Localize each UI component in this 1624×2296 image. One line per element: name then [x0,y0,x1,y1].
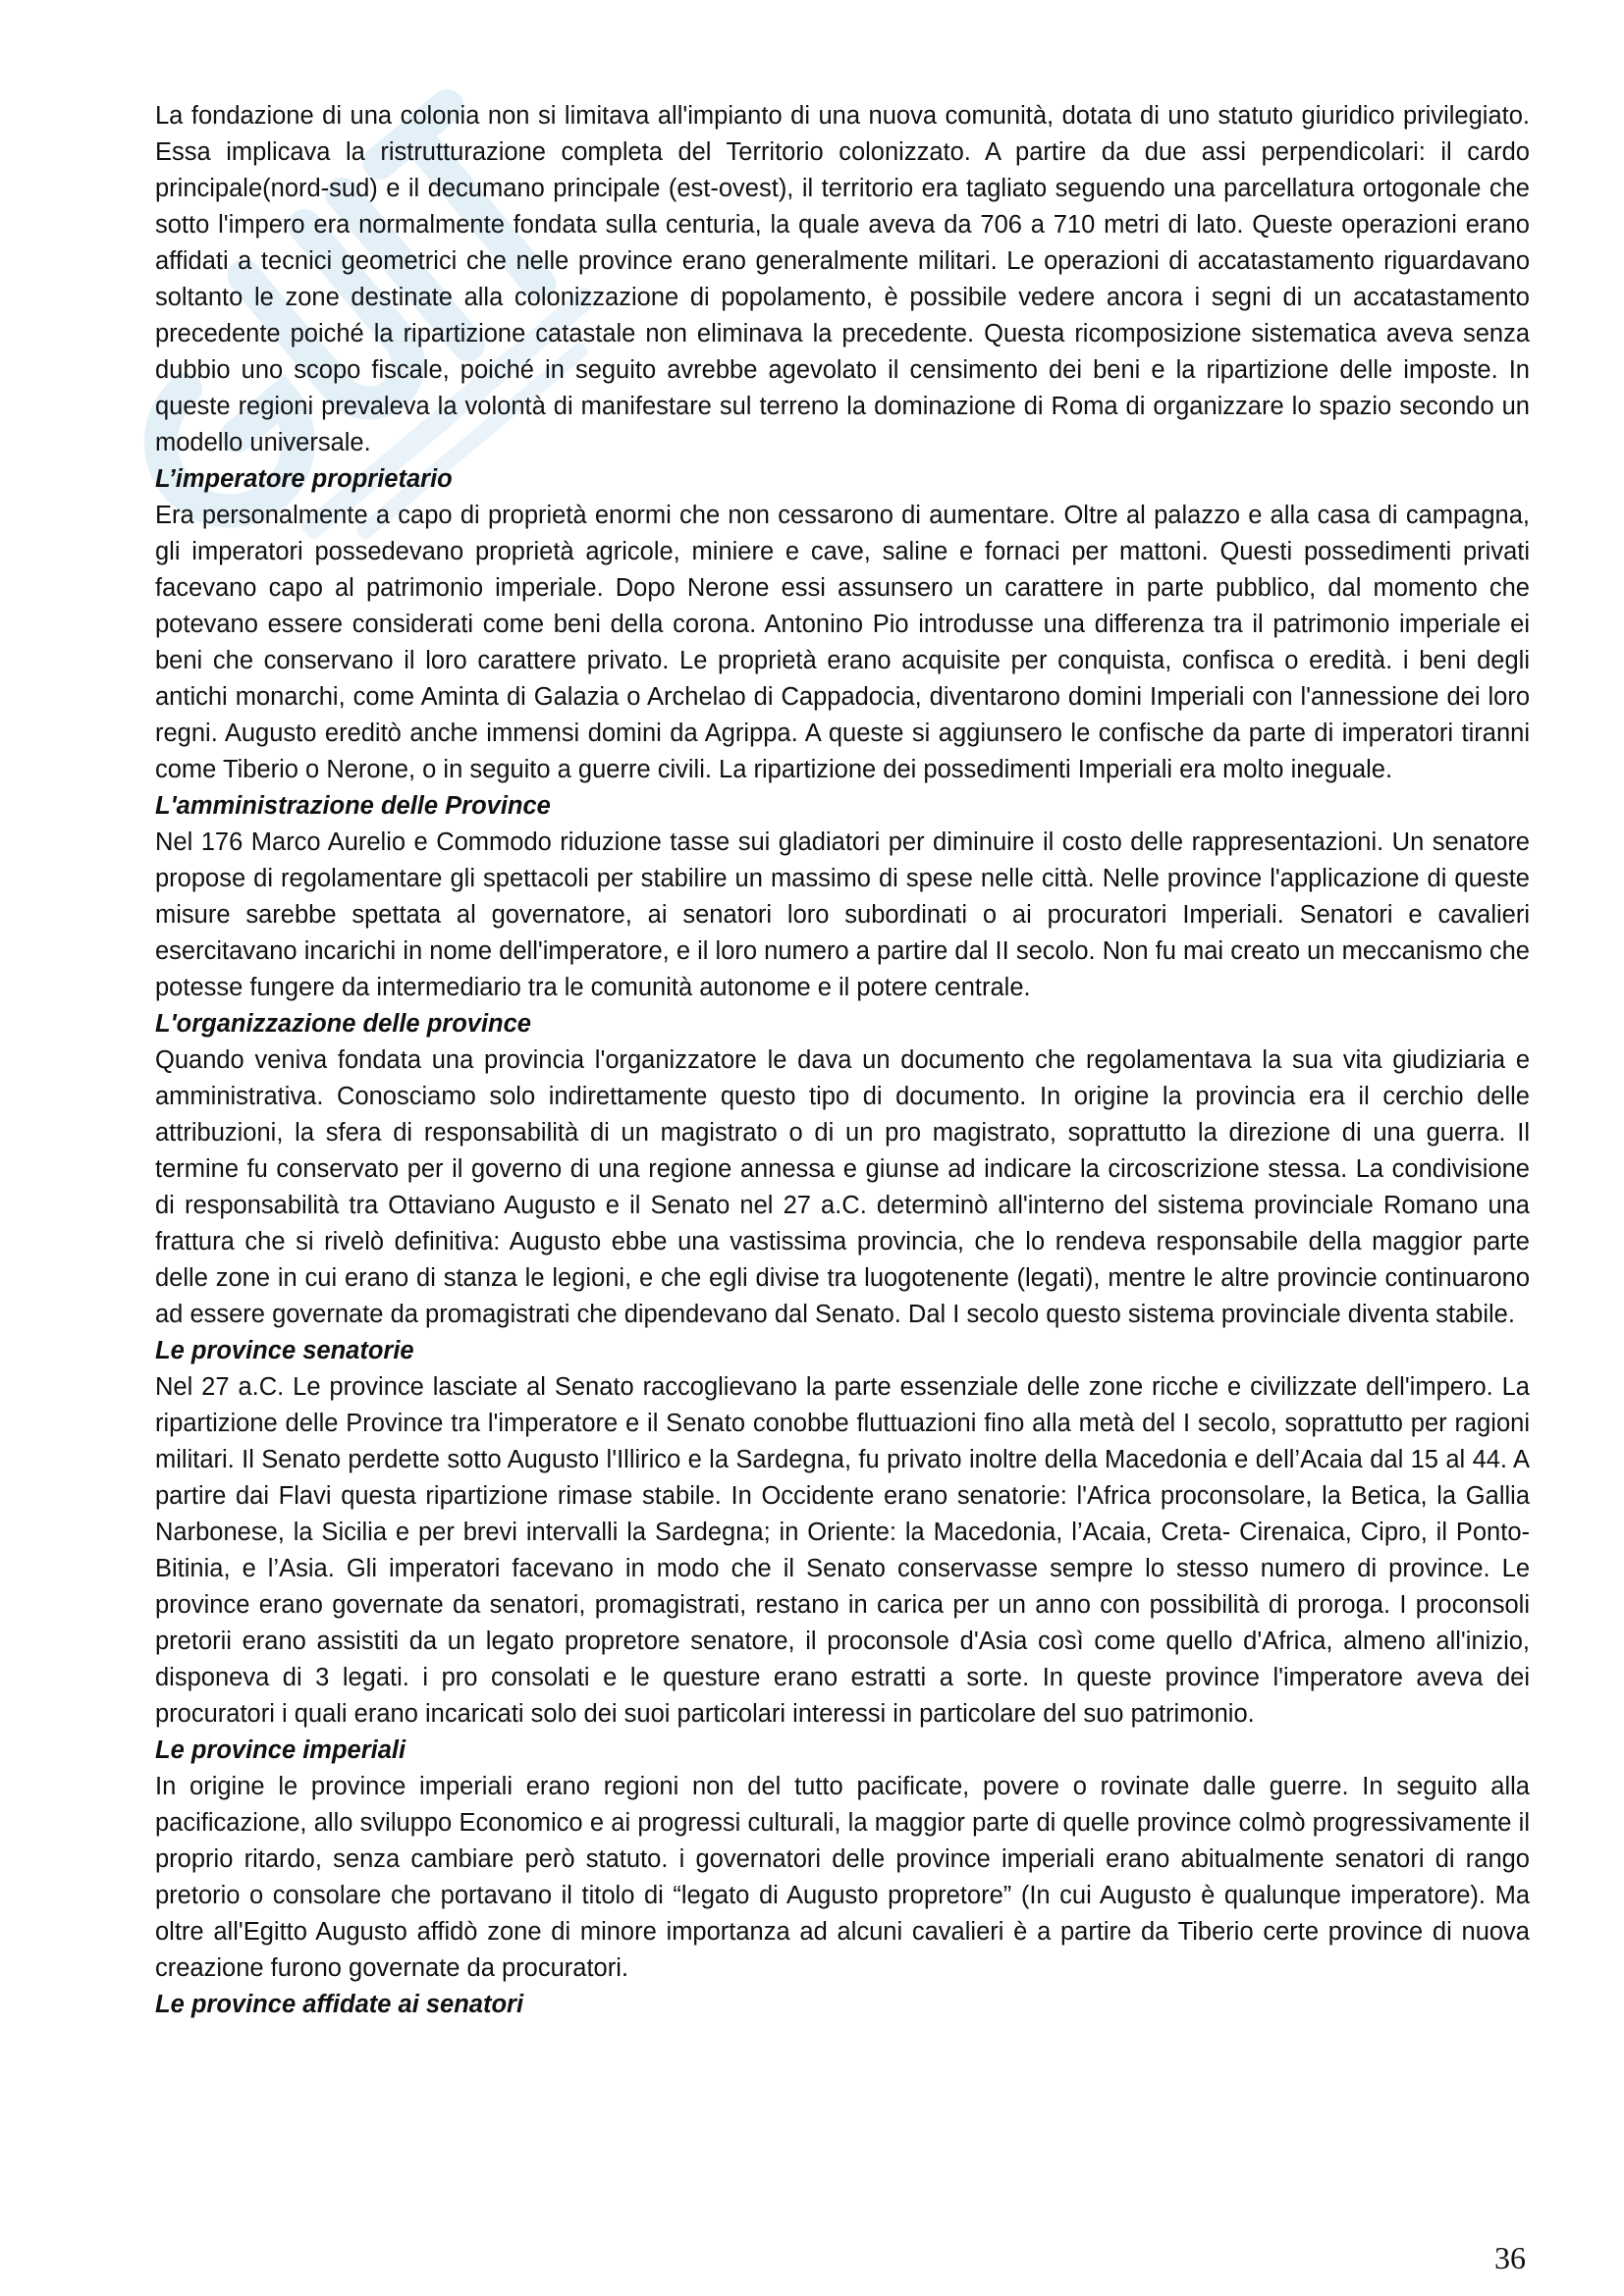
paragraph-organizzazione-province: Quando veniva fondata una provincia l'organizzatore le dava un documento che regolamentava la sua vita giudiziaria e amministrativa. Conosciamo solo indirettamente questo tipo di documento. In origine la provincia era il cerchio delle attribuzioni, la sfera di responsabilità di un magistrato o di un pro magistrato, soprattutto la direzione di una guerra. Il termine fu conservato per il governo di una regione annessa e giunse ad indicare la circoscrizione stessa. La condivisione di responsabilità tra Ottaviano Augusto e il Senato nel 27 a.C. determinò all'interno del sistema provinciale Romano una frattura che si rivelò definitiva: Augusto ebbe una vastissima provincia, che lo rendeva responsabile della maggior parte delle zone in cui erano di stanza le legioni, e che egli divise tra luogotenente (legati), mentre le altre provincie continuarono ad essere governate da promagistrati che dipendevano dal Senato. Dal I secolo questo sistema provinciale diventa stabile. [155,1046,1530,1328]
section-heading-amministrazione-province: L'amministrazione delle Province [155,792,551,820]
section-heading-imperatore-proprietario: L’imperatore proprietario [155,465,453,493]
section-heading-province-affidate-senatori: Le province affidate ai senatori [155,1991,524,2018]
paragraph-imperatore-proprietario: Era personalmente a capo di proprietà enormi che non cessarono di aumentare. Oltre al palazzo e alla casa di campagna, gli imperatori possedevano proprietà agricole, miniere e cave, saline e fornaci per mattoni. Questi possedimenti privati facevano capo al patrimonio imperiale. Dopo Nerone essi assunsero un carattere in parte pubblico, dal momento che potevano essere considerati come beni della corona. Antonino Pio introdusse una differenza tra il patrimonio imperiale ei beni che conservano il loro carattere privato. Le proprietà erano acquisite per conquista, confisca o eredità. i beni degli antichi monarchi, come Aminta di Galazia o Archelao di Cappadocia, diventarono domini Imperiali con l'annessione dei loro regni. Augusto ereditò anche immensi domini da Agrippa. A queste si aggiunsero le confische da parte di imperatori tiranni come Tiberio o Nerone, o in seguito a guerre civili. La ripartizione dei possedimenti Imperiali era molto ineguale. [155,502,1530,783]
page-number: 36 [1494,2240,1526,2275]
paragraph-province-imperiali: In origine le province imperiali erano regioni non del tutto pacificate, povere o rovinate dalle guerre. In seguito alla pacificazione, allo sviluppo Economico e ai progressi culturali, la maggior parte di quelle province colmò progressivamente il proprio ritardo, senza cambiare però statuto. i governatori delle province imperiali erano abitualmente senatori di rango pretorio o consolare che portavano il titolo di “legato di Augusto propretore” (In cui Augusto è qualunque imperatore). Ma oltre all'Egitto Augusto affidò zone di minore importanza ad alcuni cavalieri è a partire da Tiberio certe province di nuova creazione furono governate da procuratori. [155,1773,1530,1982]
section-heading-organizzazione-province: L'organizzazione delle province [155,1010,531,1038]
paragraph-province-senatorie: Nel 27 a.C. Le province lasciate al Senato raccoglievano la parte essenziale delle zone ricche e civilizzate dell'impero. La ripartizione delle Province tra l'imperatore e il Senato conobbe fluttuazioni fino alla metà del I secolo, soprattutto per ragioni militari. Il Senato perdette sotto Augusto l'Illirico e la Sardegna, fu privato inoltre della Macedonia e dell’Acaia dal 15 al 44. A partire dai Flavi questa ripartizione rimase stabile. In Occidente erano senatorie: l'Africa proconsolare, la Betica, la Gallia Narbonese, la Sicilia e per brevi intervalli la Sardegna; in Oriente: la Macedonia, l’Acaia, Creta- Cirenaica, Cipro, il Ponto- Bitinia, e l’Asia. Gli imperatori facevano in modo che il Senato conservasse sempre lo stesso numero di province. Le province erano governate da senatori, promagistrati, restano in carica per un anno con possibilità di proroga. I proconsoli pretorii erano assistiti da un legato propretore senatore, il proconsole d'Asia così come quello d'Africa, almeno all'inizio, disponeva di 3 legati. i pro consolati e le questure erano estratti a sorte. In queste province l'imperatore aveva dei procuratori i quali erano incaricati solo dei suoi particolari interessi in particolare del suo patrimonio. [155,1373,1530,1728]
paragraph-colonia: La fondazione di una colonia non si limitava all'impianto di una nuova comunità, dotata di uno statuto giuridico privilegiato. Essa implicava la ristrutturazione completa del Territorio colonizzato. A partire da due assi perpendicolari: il cardo principale(nord-sud) e il decumano principale (est-ovest), il territorio era tagliato seguendo una parcellatura ortogonale che sotto l'impero era normalmente fondata sulla centuria, la quale aveva da 706 a 710 metri di lato. Queste operazioni erano affidati a tecnici geometrici che nelle province erano generalmente militari. Le operazioni di accatastamento riguardavano soltanto le zone destinate alla colonizzazione di popolamento, è possibile vedere ancora i segni di un accatastamento precedente poiché la ripartizione catastale non eliminava la precedente. Questa ricomposizione sistematica aveva senza dubbio uno scopo fiscale, poiché in seguito avrebbe agevolato il censimento dei beni e la ripartizione delle imposte. In queste regioni prevaleva la volontà di manifestare sul terreno la dominazione di Roma di organizzare lo spazio secondo un modello universale. [155,102,1530,456]
section-heading-province-senatorie: Le province senatorie [155,1337,414,1364]
section-heading-province-imperiali: Le province imperiali [155,1736,406,1764]
paragraph-amministrazione-province: Nel 176 Marco Aurelio e Commodo riduzione tasse sui gladiatori per diminuire il costo delle rappresentazioni. Un senatore propose di regolamentare gli spettacoli per stabilire un massimo di spese nelle città. Nelle province l'applicazione di queste misure sarebbe spettata al governatore, ai senatori loro subordinati o ai procuratori Imperiali. Senatori e cavalieri esercitavano incarichi in nome dell'imperatore, e il loro numero a partire dal II secolo. Non fu mai creato un meccanismo che potesse fungere da intermediario tra le comunità autonome e il potere centrale. [155,828,1530,1001]
document-body [155,98,1530,2023]
